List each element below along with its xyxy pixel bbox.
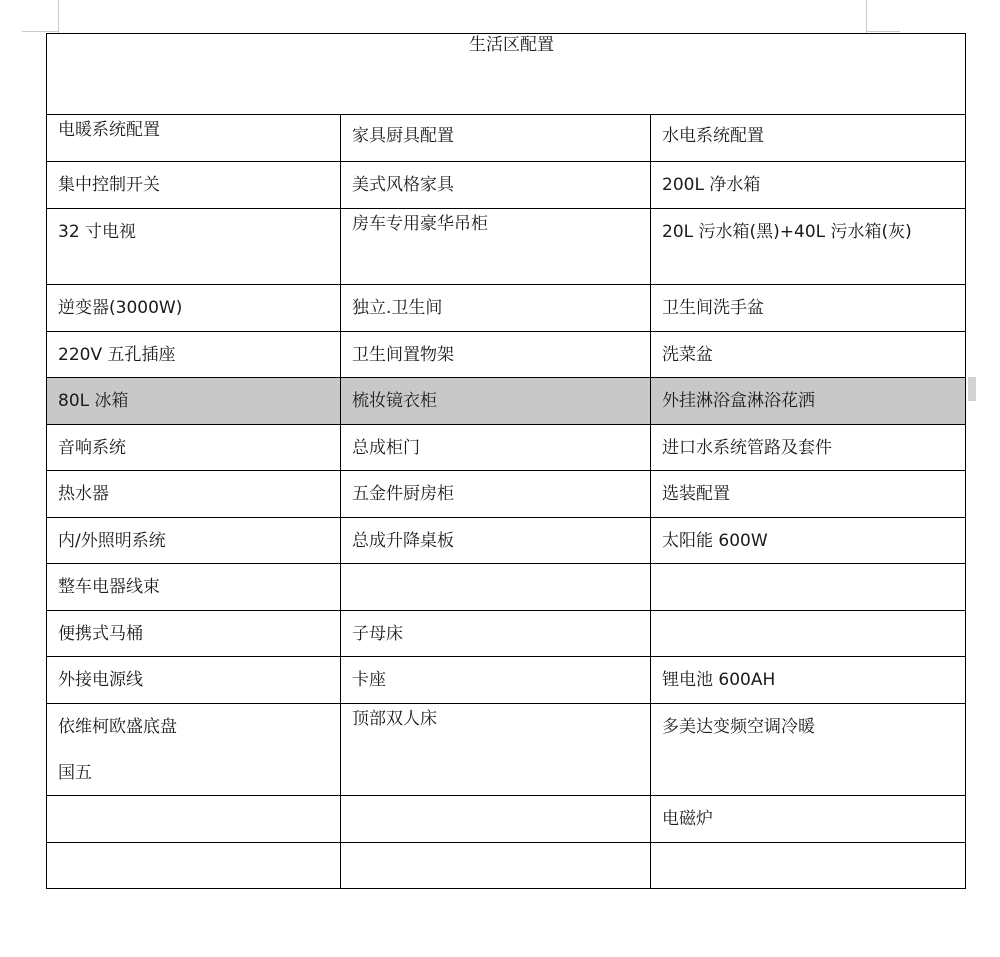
cell-text: 美式风格家具 — [352, 175, 454, 195]
cell-text: 电磁炉 — [662, 809, 713, 829]
table-row — [47, 518, 966, 564]
cell-text — [352, 564, 650, 576]
column-header: 水电系统配置 — [662, 126, 764, 146]
table-cell — [47, 843, 341, 889]
cell-text: 热水器 — [58, 484, 109, 504]
table-row — [47, 162, 966, 209]
cell-text — [662, 564, 965, 576]
table-cell — [47, 657, 341, 704]
cell-text — [352, 796, 650, 808]
table-cell — [651, 471, 966, 518]
table-cell — [47, 209, 341, 285]
table-cell — [651, 518, 966, 564]
table-cell — [341, 209, 651, 285]
cell-text — [662, 611, 965, 623]
table-cell — [341, 518, 651, 564]
table-cell — [47, 796, 341, 843]
table-cell — [341, 425, 651, 471]
table-cell — [341, 843, 651, 889]
table-cell — [341, 332, 651, 378]
table-cell — [47, 704, 341, 796]
table-row — [47, 425, 966, 471]
cell-text: 梳妆镜衣柜 — [352, 391, 437, 411]
table-cell — [47, 115, 341, 162]
table-row — [47, 209, 966, 285]
table-cell — [651, 285, 966, 332]
table-header-row — [47, 115, 966, 162]
table-cell — [341, 285, 651, 332]
table-cell — [341, 704, 651, 796]
table-row — [47, 564, 966, 611]
table-cell — [651, 425, 966, 471]
cell-text: 多美达变频空调冷暖 — [662, 717, 815, 737]
table-cell — [651, 209, 966, 285]
cell-text: 总成升降桌板 — [352, 531, 454, 551]
cell-text: 整车电器线束 — [58, 577, 160, 597]
cell-text: 依维柯欧盛底盘 — [58, 717, 177, 737]
cell-text — [662, 843, 965, 855]
cell-text: 选装配置 — [662, 484, 730, 504]
table-title-text: 生活区配置 — [469, 35, 554, 55]
cell-text — [58, 843, 340, 855]
table-row — [47, 796, 966, 843]
cell-text: 200L 净水箱 — [662, 175, 761, 195]
table-title-row — [47, 34, 966, 115]
table-cell — [341, 378, 651, 425]
scroll-marker[interactable] — [968, 377, 976, 401]
cell-text-second-line: 国五 — [58, 763, 92, 783]
cell-text: 集中控制开关 — [58, 175, 160, 195]
table-cell — [341, 162, 651, 209]
table-cell — [341, 796, 651, 843]
cell-text: 逆变器(3000W) — [58, 298, 183, 318]
cell-text: 80L 冰箱 — [58, 391, 129, 411]
cell-text: 220V 五孔插座 — [58, 345, 176, 365]
column-header: 家具厨具配置 — [352, 126, 454, 146]
table-row — [47, 657, 966, 704]
cell-text: 太阳能 600W — [662, 531, 768, 551]
cell-text: 锂电池 600AH — [662, 670, 776, 690]
cell-text — [58, 796, 340, 808]
cell-text: 外挂淋浴盒淋浴花洒 — [662, 391, 815, 411]
config-table — [46, 33, 966, 889]
table-title — [47, 34, 966, 115]
table-row — [47, 471, 966, 518]
cell-text: 独立.卫生间 — [352, 298, 443, 318]
table-cell — [651, 657, 966, 704]
cell-text: 五金件厨房柜 — [352, 484, 454, 504]
table-cell — [47, 425, 341, 471]
table-cell — [651, 115, 966, 162]
table-row — [47, 843, 966, 889]
table-cell — [651, 611, 966, 657]
table-cell — [47, 611, 341, 657]
table-row — [47, 332, 966, 378]
page-corner-mark — [22, 31, 58, 32]
cell-text: 32 寸电视 — [58, 222, 137, 242]
cell-text: 顶部双人床 — [352, 709, 437, 729]
table-row — [47, 704, 966, 796]
cell-text: 便携式马桶 — [58, 624, 143, 644]
table-cell — [47, 564, 341, 611]
table-cell — [341, 611, 651, 657]
cell-text: 卫生间洗手盆 — [662, 298, 764, 318]
table-cell — [47, 471, 341, 518]
table-cell — [651, 704, 966, 796]
table-cell — [651, 564, 966, 611]
table-row-highlighted — [47, 378, 966, 425]
table-cell — [47, 518, 341, 564]
cell-text: 房车专用豪华吊柜 — [352, 214, 488, 234]
cell-text: 洗菜盆 — [662, 345, 713, 365]
cell-text: 总成柜门 — [352, 438, 420, 458]
cell-text: 外接电源线 — [58, 670, 143, 690]
table-cell — [341, 471, 651, 518]
cell-text: 内/外照明系统 — [58, 531, 166, 551]
cell-text: 进口水系统管路及套件 — [662, 438, 832, 458]
page-corner-mark — [866, 31, 900, 32]
table-cell — [651, 843, 966, 889]
table-cell — [651, 378, 966, 425]
table-cell — [47, 285, 341, 332]
table-cell — [341, 115, 651, 162]
page-corner-mark — [866, 0, 867, 33]
table-row — [47, 285, 966, 332]
table-row — [47, 611, 966, 657]
cell-text: 卫生间置物架 — [352, 345, 454, 365]
table-cell — [341, 564, 651, 611]
table-cell — [47, 332, 341, 378]
page-corner-mark — [58, 0, 59, 33]
table-cell — [47, 378, 341, 425]
table-cell — [651, 332, 966, 378]
table-cell — [341, 657, 651, 704]
column-header: 电暖系统配置 — [58, 120, 160, 140]
cell-text: 20L 污水箱(黑)+40L 污水箱(灰) — [662, 222, 912, 242]
cell-text: 音响系统 — [58, 438, 126, 458]
table-cell — [651, 796, 966, 843]
table-cell — [47, 162, 341, 209]
cell-text — [352, 843, 650, 855]
cell-text: 卡座 — [352, 670, 386, 690]
cell-text: 子母床 — [352, 624, 403, 644]
table-cell — [651, 162, 966, 209]
